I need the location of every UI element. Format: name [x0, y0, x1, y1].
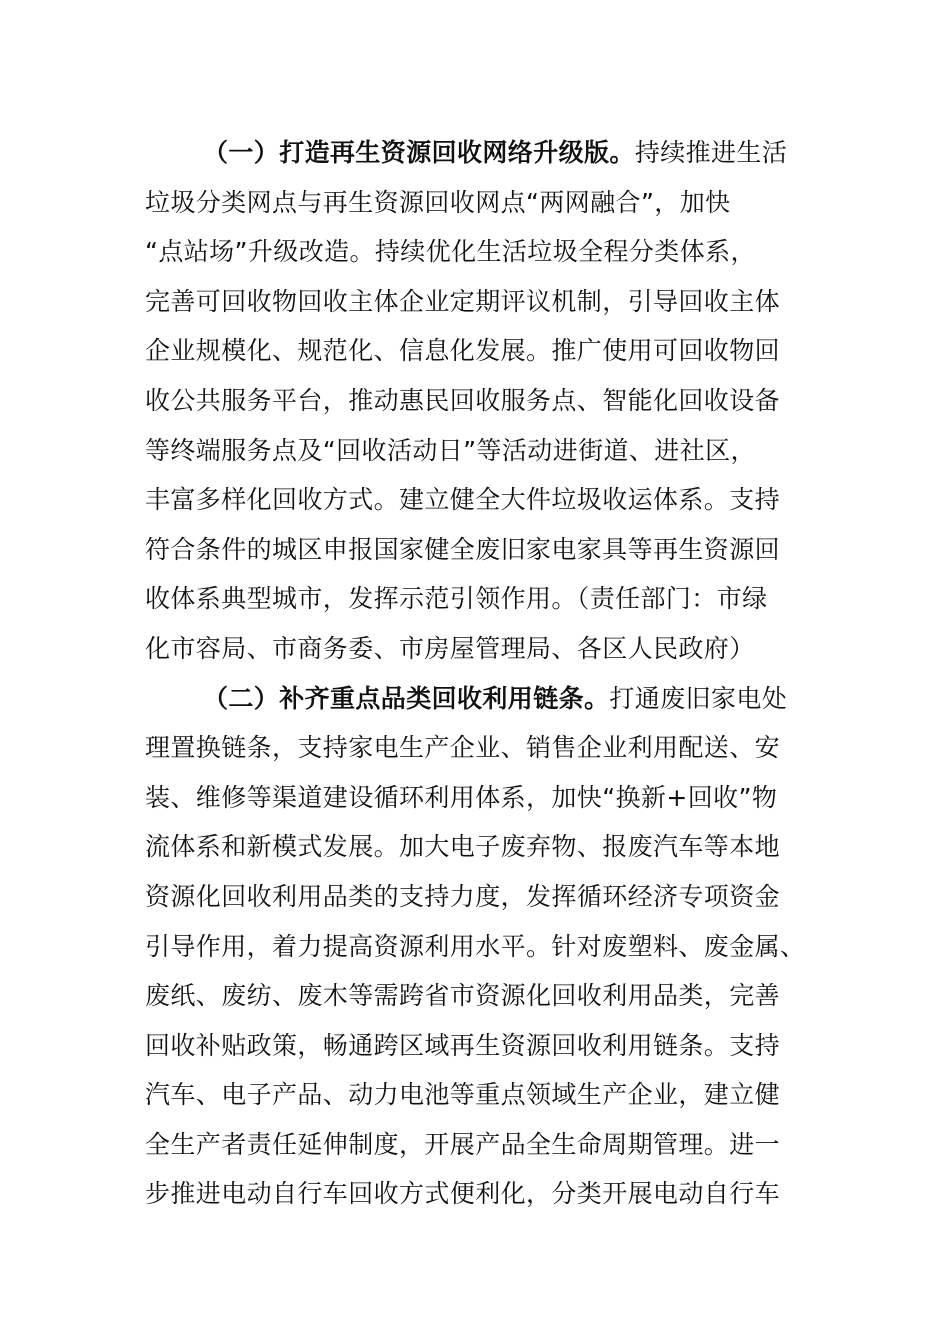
section1-line: 化市容局、市商务委、市房屋管理局、各区人民政府） — [145, 633, 755, 663]
section1-line: 符合条件的城区申报国家健全废旧家电家具等再生资源回 — [145, 534, 781, 564]
section1-line: 等终端服务点及“回收活动日”等活动进街道、进社区， — [145, 435, 756, 465]
section1-line: 垃圾分类网点与再生资源回收网点“两网融合”，加快 — [145, 187, 731, 217]
section2-line: 汽车、电子产品、动力电池等重点领域生产企业，建立健 — [145, 1080, 781, 1110]
document-body — [145, 128, 806, 1219]
section2-line: 全生产者责任延伸制度，开展产品全生命周期管理。进一 — [145, 1129, 781, 1159]
section2-line: 步推进电动自行车回收方式便利化，分类开展电动自行车 — [145, 1179, 781, 1209]
section2-heading: （二）补齐重点品类回收利用链条。 — [203, 683, 610, 713]
section2-line: 理置换链条，支持家电生产企业、销售企业利用配送、安 — [145, 733, 781, 763]
section1-heading: （一）打造再生资源回收网络升级版。 — [203, 138, 635, 167]
section2-line: 废纸、废纺、废木等需跨省市资源化回收利用品类，完善 — [145, 981, 781, 1011]
section1-line: 完善可回收物回收主体企业定期评议机制，引导回收主体 — [145, 286, 781, 316]
section1-line: “点站场”升级改造。持续优化生活垃圾全程分类体系， — [145, 237, 756, 267]
section2-first-line-text: 打通废旧家电处 — [609, 683, 788, 713]
section2-line: 流体系和新模式发展。加大电子废弃物、报废汽车等本地 — [145, 832, 781, 862]
section1-first-line — [145, 128, 795, 178]
section2-line: 引导作用，着力提高资源利用水平。针对废塑料、废金属、 — [145, 931, 806, 961]
section1-line: 收体系典型城市，发挥示范引领作用。（责任部门：市绿 — [145, 584, 768, 614]
section2-line: 资源化回收利用品类的支持力度，发挥循环经济专项资金 — [145, 881, 781, 911]
section1-line: 收公共服务平台，推动惠民回收服务点、智能化回收设备 — [145, 385, 781, 415]
section1-first-line-text: 持续推进生活 — [634, 138, 788, 167]
section2-first-line — [145, 674, 795, 724]
section1-line: 企业规模化、规范化、信息化发展。推广使用可回收物回 — [145, 336, 781, 366]
section2-line: 回收补贴政策，畅通跨区域再生资源回收利用链条。支持 — [145, 1030, 781, 1060]
section2-line: 装、维修等渠道建设循环利用体系，加快“换新+回收”物 — [145, 782, 778, 812]
section1-line: 丰富多样化回收方式。建立健全大件垃圾收运体系。支持 — [145, 485, 781, 515]
